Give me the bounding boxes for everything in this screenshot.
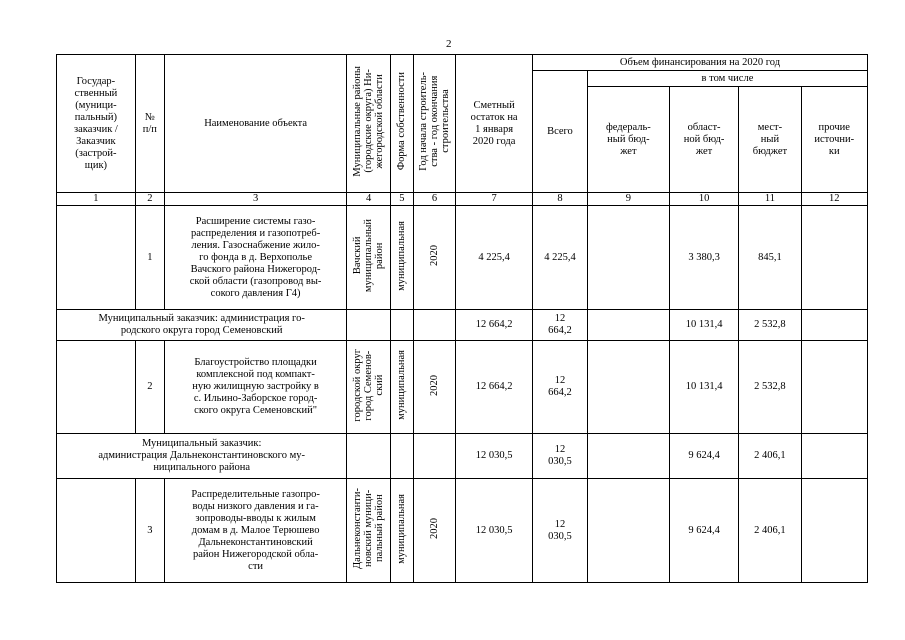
ownership: муниципальная (390, 206, 413, 310)
estimate-balance: 12 664,2 (456, 341, 533, 434)
customer-group-row (57, 310, 868, 341)
header-customer: Государ- ственный (муници- пальный) заказчик / Заказчик (застрой- щик) (57, 55, 136, 193)
other-sources (801, 206, 867, 310)
column-number: 5 (390, 193, 413, 206)
customer-group-label: Муниципальный заказчик: администрация Дальнеконстантиновского му- ниципального района (57, 434, 347, 479)
column-number: 12 (801, 193, 867, 206)
header-funding-volume: Объем финансирования на 2020 год (532, 55, 867, 71)
ownership: муниципальная (390, 479, 413, 583)
regional-budget: 3 380,3 (669, 206, 738, 310)
ownership (390, 434, 413, 479)
other-sources (801, 310, 867, 341)
estimate-balance: 12 030,5 (456, 434, 533, 479)
header-years: Год начала строитель- ства - год окончания строительства (413, 55, 456, 193)
federal-budget (587, 479, 669, 583)
years: 2020 (413, 206, 456, 310)
customer-group-label: Муниципальный заказчик: администрация го- родского округа город Семеновский (57, 310, 347, 341)
object-name: Благоустройство площадки комплексной под компакт- ную жилищную застройку в с. Ильино-Заборское город- ского округа Семеновский" (164, 341, 347, 434)
customer-cell (57, 341, 136, 434)
district: городской округ город Семенов- ский (347, 341, 391, 434)
federal-budget (587, 310, 669, 341)
estimate-balance: 4 225,4 (456, 206, 533, 310)
local-budget: 2 532,8 (739, 341, 801, 434)
row-number: 3 (135, 479, 164, 583)
local-budget: 2 406,1 (739, 479, 801, 583)
district (347, 310, 391, 341)
customer-cell (57, 206, 136, 310)
ownership: муниципальная (390, 341, 413, 434)
column-number: 10 (669, 193, 738, 206)
regional-budget: 10 131,4 (669, 341, 738, 434)
federal-budget (587, 434, 669, 479)
header-including: в том числе (587, 71, 867, 87)
local-budget: 845,1 (739, 206, 801, 310)
object-name: Распределительные газопро- воды низкого давления и га- зопроводы-вводы к жилым домам в д. Малое Терюшево Дальнеконстантиновский район Нижегородской обла- сти (164, 479, 347, 583)
object-name: Расширение системы газо- распределения и газопотреб- ления. Газоснабжение жило- го фонда в д. Верхополье Вачского района Нижегород- ской области (газопровод вы- сокого давления Г4) (164, 206, 347, 310)
header-regional: област- ной бюд- жет (669, 87, 738, 193)
years (413, 310, 456, 341)
column-number: 8 (532, 193, 587, 206)
header-ownership: Форма собственности (390, 55, 413, 193)
header-estimate-balance: Сметный остаток на 1 января 2020 года (456, 55, 533, 193)
header-federal: федераль- ный бюд- жет (587, 87, 669, 193)
column-number: 1 (57, 193, 136, 206)
district: Дальнеконстанти- новский муници- пальный район (347, 479, 391, 583)
total-funding: 12 664,2 (532, 341, 587, 434)
total-funding: 12 030,5 (532, 479, 587, 583)
header-total: Всего (532, 71, 587, 193)
years: 2020 (413, 341, 456, 434)
federal-budget (587, 206, 669, 310)
local-budget: 2 532,8 (739, 310, 801, 341)
customer-cell (57, 479, 136, 583)
table-row (57, 206, 868, 310)
total-funding: 12 030,5 (532, 434, 587, 479)
regional-budget: 9 624,4 (669, 479, 738, 583)
federal-budget (587, 341, 669, 434)
row-number: 2 (135, 341, 164, 434)
header-local: мест- ный бюджет (739, 87, 801, 193)
total-funding: 4 225,4 (532, 206, 587, 310)
column-number: 9 (587, 193, 669, 206)
total-funding: 12 664,2 (532, 310, 587, 341)
header-other: прочие источни- ки (801, 87, 867, 193)
row-number: 1 (135, 206, 164, 310)
table-row (57, 341, 868, 434)
ownership (390, 310, 413, 341)
header-district: Муниципальные районы (городские округа) Ни- жегородской области (347, 55, 391, 193)
header-row (57, 55, 868, 71)
regional-budget: 9 624,4 (669, 434, 738, 479)
years: 2020 (413, 479, 456, 583)
column-number: 7 (456, 193, 533, 206)
estimate-balance: 12 030,5 (456, 479, 533, 583)
district (347, 434, 391, 479)
header-no: № п/п (135, 55, 164, 193)
column-number: 4 (347, 193, 391, 206)
district: Вачский муниципальный район (347, 206, 391, 310)
table-row (57, 479, 868, 583)
other-sources (801, 341, 867, 434)
regional-budget: 10 131,4 (669, 310, 738, 341)
financing-table (56, 54, 868, 583)
column-number: 6 (413, 193, 456, 206)
years (413, 434, 456, 479)
local-budget: 2 406,1 (739, 434, 801, 479)
column-number: 2 (135, 193, 164, 206)
other-sources (801, 434, 867, 479)
page-number: 2 (446, 38, 452, 50)
column-number: 11 (739, 193, 801, 206)
header-object-name: Наименование объекта (164, 55, 347, 193)
column-number-row (57, 193, 868, 206)
column-number: 3 (164, 193, 347, 206)
customer-group-row (57, 434, 868, 479)
other-sources (801, 479, 867, 583)
estimate-balance: 12 664,2 (456, 310, 533, 341)
